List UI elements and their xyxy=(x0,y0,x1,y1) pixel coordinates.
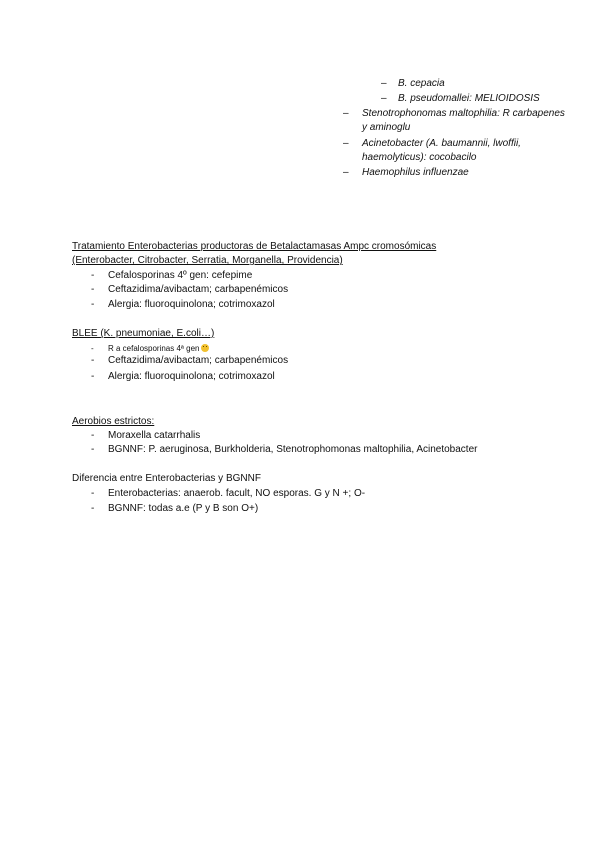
list-dash: – xyxy=(343,138,349,149)
section-title-continuation: (Enterobacter, Citrobacter, Serratia, Morganella, Providencia) xyxy=(72,255,343,266)
list-dash: - xyxy=(91,488,95,499)
list-item: Moraxella catarrhalis xyxy=(108,430,201,441)
list-dash: - xyxy=(91,355,95,366)
list-item: Enterobacterias: anaerob. facult, NO esporas. G y N +; O- xyxy=(108,488,366,499)
smiley-icon xyxy=(201,344,209,352)
list-item: B. cepacia xyxy=(398,78,445,89)
list-item: Ceftazidima/avibactam; carbapenémicos xyxy=(108,355,289,366)
list-item: B. pseudomallei: MELIOIDOSIS xyxy=(398,93,540,104)
list-item: Cefalosporinas 4º gen: cefepime xyxy=(108,270,253,281)
list-item: Alergia: fluoroquinolona; cotrimoxazol xyxy=(108,299,275,310)
list-dash: - xyxy=(91,503,95,514)
list-dash: - xyxy=(91,371,95,382)
list-item: Alergia: fluoroquinolona; cotrimoxazol xyxy=(108,371,275,382)
list-dash: – xyxy=(381,78,387,89)
section-title: BLEE (K. pneumoniae, E.coli…) xyxy=(72,328,215,339)
list-item: Stenotrophonomas maltophilia: R carbapenes xyxy=(362,108,565,119)
list-dash: – xyxy=(381,93,387,104)
list-dash: – xyxy=(343,167,349,178)
list-item: Acinetobacter (A. baumannii, lwoffii, xyxy=(362,138,521,149)
list-dash: - xyxy=(91,444,95,455)
list-dash: - xyxy=(91,344,94,353)
section-title: Diferencia entre Enterobacterias y BGNNF xyxy=(72,473,261,484)
list-item: BGNNF: P. aeruginosa, Burkholderia, Stenotrophomonas maltophilia, Acinetobacter xyxy=(108,444,478,455)
list-item: BGNNF: todas a.e (P y B son O+) xyxy=(108,503,259,514)
list-item-text: R a cefalosporinas 4ª gen xyxy=(108,344,200,353)
list-dash: - xyxy=(91,270,95,281)
list-dash: – xyxy=(343,108,349,119)
list-item: Ceftazidima/avibactam; carbapenémicos xyxy=(108,284,289,295)
list-dash: - xyxy=(91,430,95,441)
section-title: Aerobios estrictos: xyxy=(72,416,155,427)
list-dash: - xyxy=(91,299,95,310)
list-item-continuation: y aminoglu xyxy=(362,122,411,133)
list-item: Haemophilus influenzae xyxy=(362,167,469,178)
list-dash: - xyxy=(91,284,95,295)
list-item-continuation: haemolyticus): cocobacilo xyxy=(362,152,477,163)
section-title: Tratamiento Enterobacterias productoras de Betalactamasas Ampc cromosómicas xyxy=(72,241,437,252)
